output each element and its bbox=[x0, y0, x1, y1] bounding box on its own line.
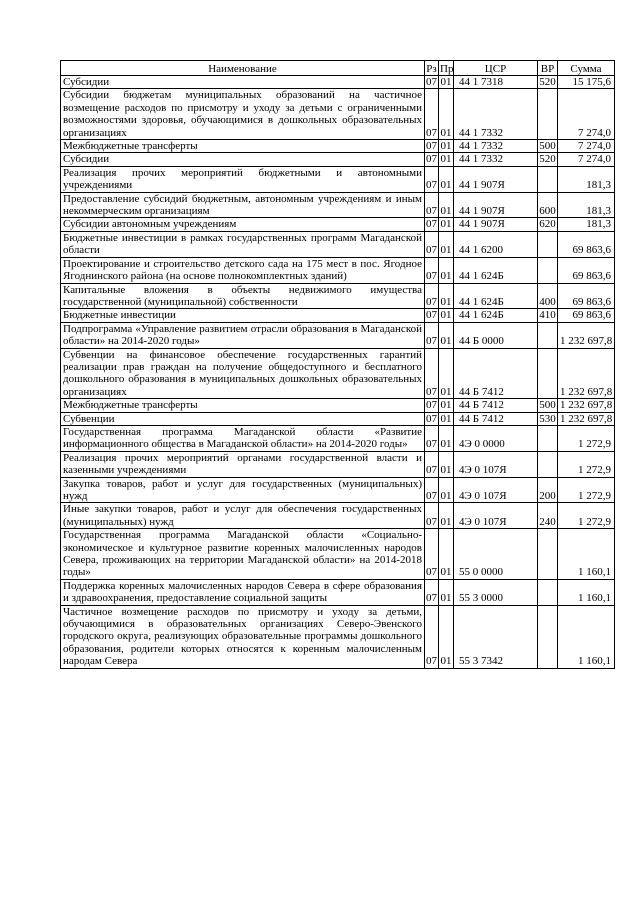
table-row bbox=[61, 89, 615, 140]
row-sum: 69 863,6 bbox=[558, 257, 615, 283]
row-vr: 410 bbox=[539, 309, 556, 322]
row-rz: 07 bbox=[425, 579, 439, 605]
row-rz: 07 bbox=[425, 425, 439, 451]
row-sum: 15 175,6 bbox=[558, 76, 615, 89]
row-pr: 01 bbox=[439, 503, 454, 529]
row-rz: 07 bbox=[425, 89, 439, 140]
row-sum: 1 232 697,8 bbox=[558, 412, 615, 425]
row-rz: 07 bbox=[426, 399, 437, 412]
row-name: Закупка товаров, работ и услуг для государственных (муниципальных) нужд bbox=[61, 477, 425, 503]
row-pr: 01 bbox=[439, 425, 454, 451]
row-pr: 01 bbox=[439, 166, 454, 192]
row-name: Межбюджетные трансферты bbox=[61, 140, 425, 153]
row-vr: 400 bbox=[538, 283, 558, 309]
row-csr: 44 1 907Я bbox=[454, 192, 538, 218]
table-row bbox=[61, 140, 615, 153]
row-vr bbox=[538, 579, 558, 605]
row-name: Субсидии автономным учреждениям bbox=[61, 218, 425, 231]
row-csr: 44 1 7332 bbox=[454, 89, 538, 140]
table-row bbox=[61, 153, 615, 166]
row-sum: 7 274,0 bbox=[558, 153, 615, 166]
row-rz: 07 bbox=[426, 412, 437, 425]
row-rz: 07 bbox=[425, 529, 439, 580]
row-rz: 07 bbox=[425, 477, 439, 503]
row-vr: 600 bbox=[538, 192, 558, 218]
row-pr: 01 bbox=[439, 192, 454, 218]
row-vr bbox=[538, 529, 558, 580]
row-sum: 1 232 697,8 bbox=[558, 348, 615, 399]
row-name: Государственная программа Магаданской области «Социально-экономическое и культурное развитие коренных малочисленных народов Севера, проживающих на территории Магаданской области» на 2014-2018 годы» bbox=[61, 529, 425, 580]
row-vr bbox=[538, 322, 558, 348]
row-vr bbox=[538, 605, 558, 668]
row-vr bbox=[538, 166, 558, 192]
row-sum: 7 274,0 bbox=[558, 89, 615, 140]
row-csr: 44 1 624Б bbox=[454, 309, 538, 322]
table-row bbox=[61, 322, 615, 348]
row-csr: 55 0 0000 bbox=[454, 529, 538, 580]
table-row bbox=[61, 283, 615, 309]
row-csr: 4Э 0 107Я bbox=[454, 477, 538, 503]
table-row bbox=[61, 579, 615, 605]
table-row bbox=[61, 503, 615, 529]
table-row bbox=[61, 257, 615, 283]
row-name: Частичное возмещение расходов по присмотру и уходу за детьми, обучающимися в образовательных организациях Северо-Эвенского городского округа, реализующих образовательные программы дошкольного образования, родители которых относятся к коренным малочисленным народам Севера bbox=[61, 605, 425, 668]
table-row bbox=[61, 451, 615, 477]
row-csr: 4Э 0 107Я bbox=[454, 503, 538, 529]
table-row bbox=[61, 412, 615, 425]
row-sum: 181,3 bbox=[558, 192, 615, 218]
row-name: Проектирование и строительство детского сада на 175 мест в пос. Ягодное Ягоднинского района (на основе полнокомплектных зданий) bbox=[61, 257, 425, 283]
row-csr: 55 3 7342 bbox=[454, 605, 538, 668]
row-vr: 240 bbox=[538, 503, 558, 529]
row-name: Поддержка коренных малочисленных народов Севера в сфере образования и здравоохранения, предоставление социальной защиты bbox=[61, 579, 425, 605]
header-vr: ВР bbox=[538, 61, 558, 76]
row-name: Субсидии bbox=[61, 153, 425, 166]
table-row bbox=[61, 231, 615, 257]
row-pr: 01 bbox=[440, 412, 452, 425]
row-pr: 01 bbox=[439, 231, 454, 257]
row-pr: 01 bbox=[439, 529, 454, 580]
row-csr: 4Э 0 107Я bbox=[454, 451, 538, 477]
row-rz: 07 bbox=[426, 76, 437, 88]
table-row bbox=[61, 348, 615, 399]
row-pr: 01 bbox=[440, 309, 452, 322]
row-name: Государственная программа Магаданской области «Развитие информационного общества в Магаданской области» на 2014-2020 годы» bbox=[61, 425, 425, 451]
row-name: Субсидии bbox=[61, 76, 425, 89]
header-pr: Пр bbox=[439, 61, 454, 76]
row-pr: 01 bbox=[440, 140, 452, 153]
table-row bbox=[61, 166, 615, 192]
row-vr: 530 bbox=[539, 412, 556, 425]
row-rz: 07 bbox=[426, 309, 437, 322]
row-pr: 01 bbox=[440, 218, 452, 231]
row-pr: 01 bbox=[440, 399, 452, 412]
row-name: Бюджетные инвестиции bbox=[61, 309, 425, 322]
row-sum: 181,3 bbox=[558, 218, 615, 231]
row-name: Иные закупки товаров, работ и услуг для обеспечения государственных (муниципальных) нужд bbox=[61, 503, 425, 529]
row-pr: 01 bbox=[439, 477, 454, 503]
header-rz: Рз bbox=[425, 61, 439, 76]
table-row bbox=[61, 218, 615, 231]
row-pr: 01 bbox=[439, 579, 454, 605]
row-sum: 1 232 697,8 bbox=[558, 399, 615, 412]
row-pr: 01 bbox=[439, 451, 454, 477]
row-vr bbox=[538, 451, 558, 477]
row-csr: 44 1 6200 bbox=[454, 231, 538, 257]
row-pr: 01 bbox=[440, 153, 452, 166]
row-rz: 07 bbox=[425, 231, 439, 257]
row-csr: 4Э 0 0000 bbox=[454, 425, 538, 451]
row-vr bbox=[538, 89, 558, 140]
row-csr: 44 1 624Б bbox=[454, 257, 538, 283]
row-name: Субвенции bbox=[61, 412, 425, 425]
row-rz: 07 bbox=[425, 503, 439, 529]
row-vr bbox=[538, 257, 558, 283]
row-name: Капитальные вложения в объекты недвижимого имущества государственной (муниципальной) собственности bbox=[61, 283, 425, 309]
row-csr: 44 1 7332 bbox=[454, 153, 538, 166]
row-pr: 01 bbox=[439, 322, 454, 348]
row-rz: 07 bbox=[426, 140, 437, 153]
row-rz: 07 bbox=[425, 451, 439, 477]
row-vr bbox=[538, 231, 558, 257]
row-sum: 1 272,9 bbox=[558, 477, 615, 503]
row-vr: 500 bbox=[539, 399, 556, 412]
row-rz: 07 bbox=[426, 153, 437, 166]
row-vr bbox=[538, 425, 558, 451]
row-name: Предоставление субсидий бюджетным, автономным учреждениям и иным некоммерческим организациям bbox=[61, 192, 425, 218]
row-sum: 69 863,6 bbox=[558, 309, 615, 322]
row-rz: 07 bbox=[425, 605, 439, 668]
row-name: Подпрограмма «Управление развитием отрасли образования в Магаданской области» на 2014-2020 годы» bbox=[61, 322, 425, 348]
header-csr: ЦСР bbox=[454, 61, 538, 76]
row-csr: 55 3 0000 bbox=[454, 579, 538, 605]
row-vr bbox=[538, 348, 558, 399]
row-rz: 07 bbox=[426, 218, 437, 231]
row-sum: 181,3 bbox=[558, 166, 615, 192]
row-sum: 1 160,1 bbox=[558, 529, 615, 580]
table-row bbox=[61, 76, 615, 89]
row-pr: 01 bbox=[439, 283, 454, 309]
row-csr: 44 1 7332 bbox=[454, 140, 538, 153]
row-name: Бюджетные инвестиции в рамках государственных программ Магаданской области bbox=[61, 231, 425, 257]
row-vr: 520 bbox=[539, 76, 556, 88]
row-pr: 01 bbox=[439, 89, 454, 140]
row-csr: 44 Б 7412 bbox=[454, 412, 538, 425]
table-body bbox=[61, 76, 615, 669]
row-name: Реализация прочих мероприятий бюджетными и автономными учреждениями bbox=[61, 166, 425, 192]
row-sum: 1 272,9 bbox=[558, 503, 615, 529]
row-vr: 500 bbox=[539, 140, 556, 153]
row-pr: 01 bbox=[439, 257, 454, 283]
row-csr: 44 Б 7412 bbox=[454, 348, 538, 399]
row-sum: 1 160,1 bbox=[558, 605, 615, 668]
row-pr: 01 bbox=[440, 76, 452, 88]
row-sum: 69 863,6 bbox=[558, 283, 615, 309]
row-name: Межбюджетные трансферты bbox=[61, 399, 425, 412]
row-vr: 520 bbox=[539, 153, 556, 166]
row-vr: 200 bbox=[538, 477, 558, 503]
row-csr: 44 1 907Я bbox=[454, 218, 538, 231]
row-sum: 1 272,9 bbox=[558, 425, 615, 451]
row-rz: 07 bbox=[425, 192, 439, 218]
row-name: Субвенции на финансовое обеспечение государственных гарантий реализации прав граждан на получение общедоступного и бесплатного дошкольного образования в муниципальных дошкольных образовательных организациях bbox=[61, 348, 425, 399]
row-csr: 44 Б 0000 bbox=[454, 322, 538, 348]
row-sum: 7 274,0 bbox=[558, 140, 615, 153]
row-csr: 44 1 624Б bbox=[454, 283, 538, 309]
row-vr: 620 bbox=[539, 218, 556, 231]
table-row bbox=[61, 192, 615, 218]
table-row bbox=[61, 605, 615, 668]
row-csr: 44 Б 7412 bbox=[454, 399, 538, 412]
row-sum: 1 272,9 bbox=[558, 451, 615, 477]
row-sum: 1 160,1 bbox=[558, 579, 615, 605]
header-sum: Сумма bbox=[558, 61, 615, 76]
row-name: Реализация прочих мероприятий органами государственной власти и казенными учреждениями bbox=[61, 451, 425, 477]
row-name: Субсидии бюджетам муниципальных образований на частичное возмещение расходов по присмотру и уходу за детьми с ограниченными возможностями здоровья, обучающимися в дошкольных образовательных организациях bbox=[61, 89, 425, 140]
row-rz: 07 bbox=[425, 322, 439, 348]
table-row bbox=[61, 477, 615, 503]
row-csr: 44 1 907Я bbox=[454, 166, 538, 192]
budget-table bbox=[60, 60, 615, 669]
table-row bbox=[61, 399, 615, 412]
row-pr: 01 bbox=[439, 348, 454, 399]
header-row bbox=[61, 61, 615, 76]
table-row bbox=[61, 309, 615, 322]
row-sum: 1 232 697,8 bbox=[558, 322, 615, 348]
row-rz: 07 bbox=[425, 257, 439, 283]
row-rz: 07 bbox=[425, 166, 439, 192]
header-name: Наименование bbox=[61, 61, 425, 76]
row-pr: 01 bbox=[439, 605, 454, 668]
table-row bbox=[61, 529, 615, 580]
row-rz: 07 bbox=[425, 283, 439, 309]
row-rz: 07 bbox=[425, 348, 439, 399]
row-sum: 69 863,6 bbox=[558, 231, 615, 257]
table-row bbox=[61, 425, 615, 451]
row-csr: 44 1 7318 bbox=[454, 76, 538, 89]
